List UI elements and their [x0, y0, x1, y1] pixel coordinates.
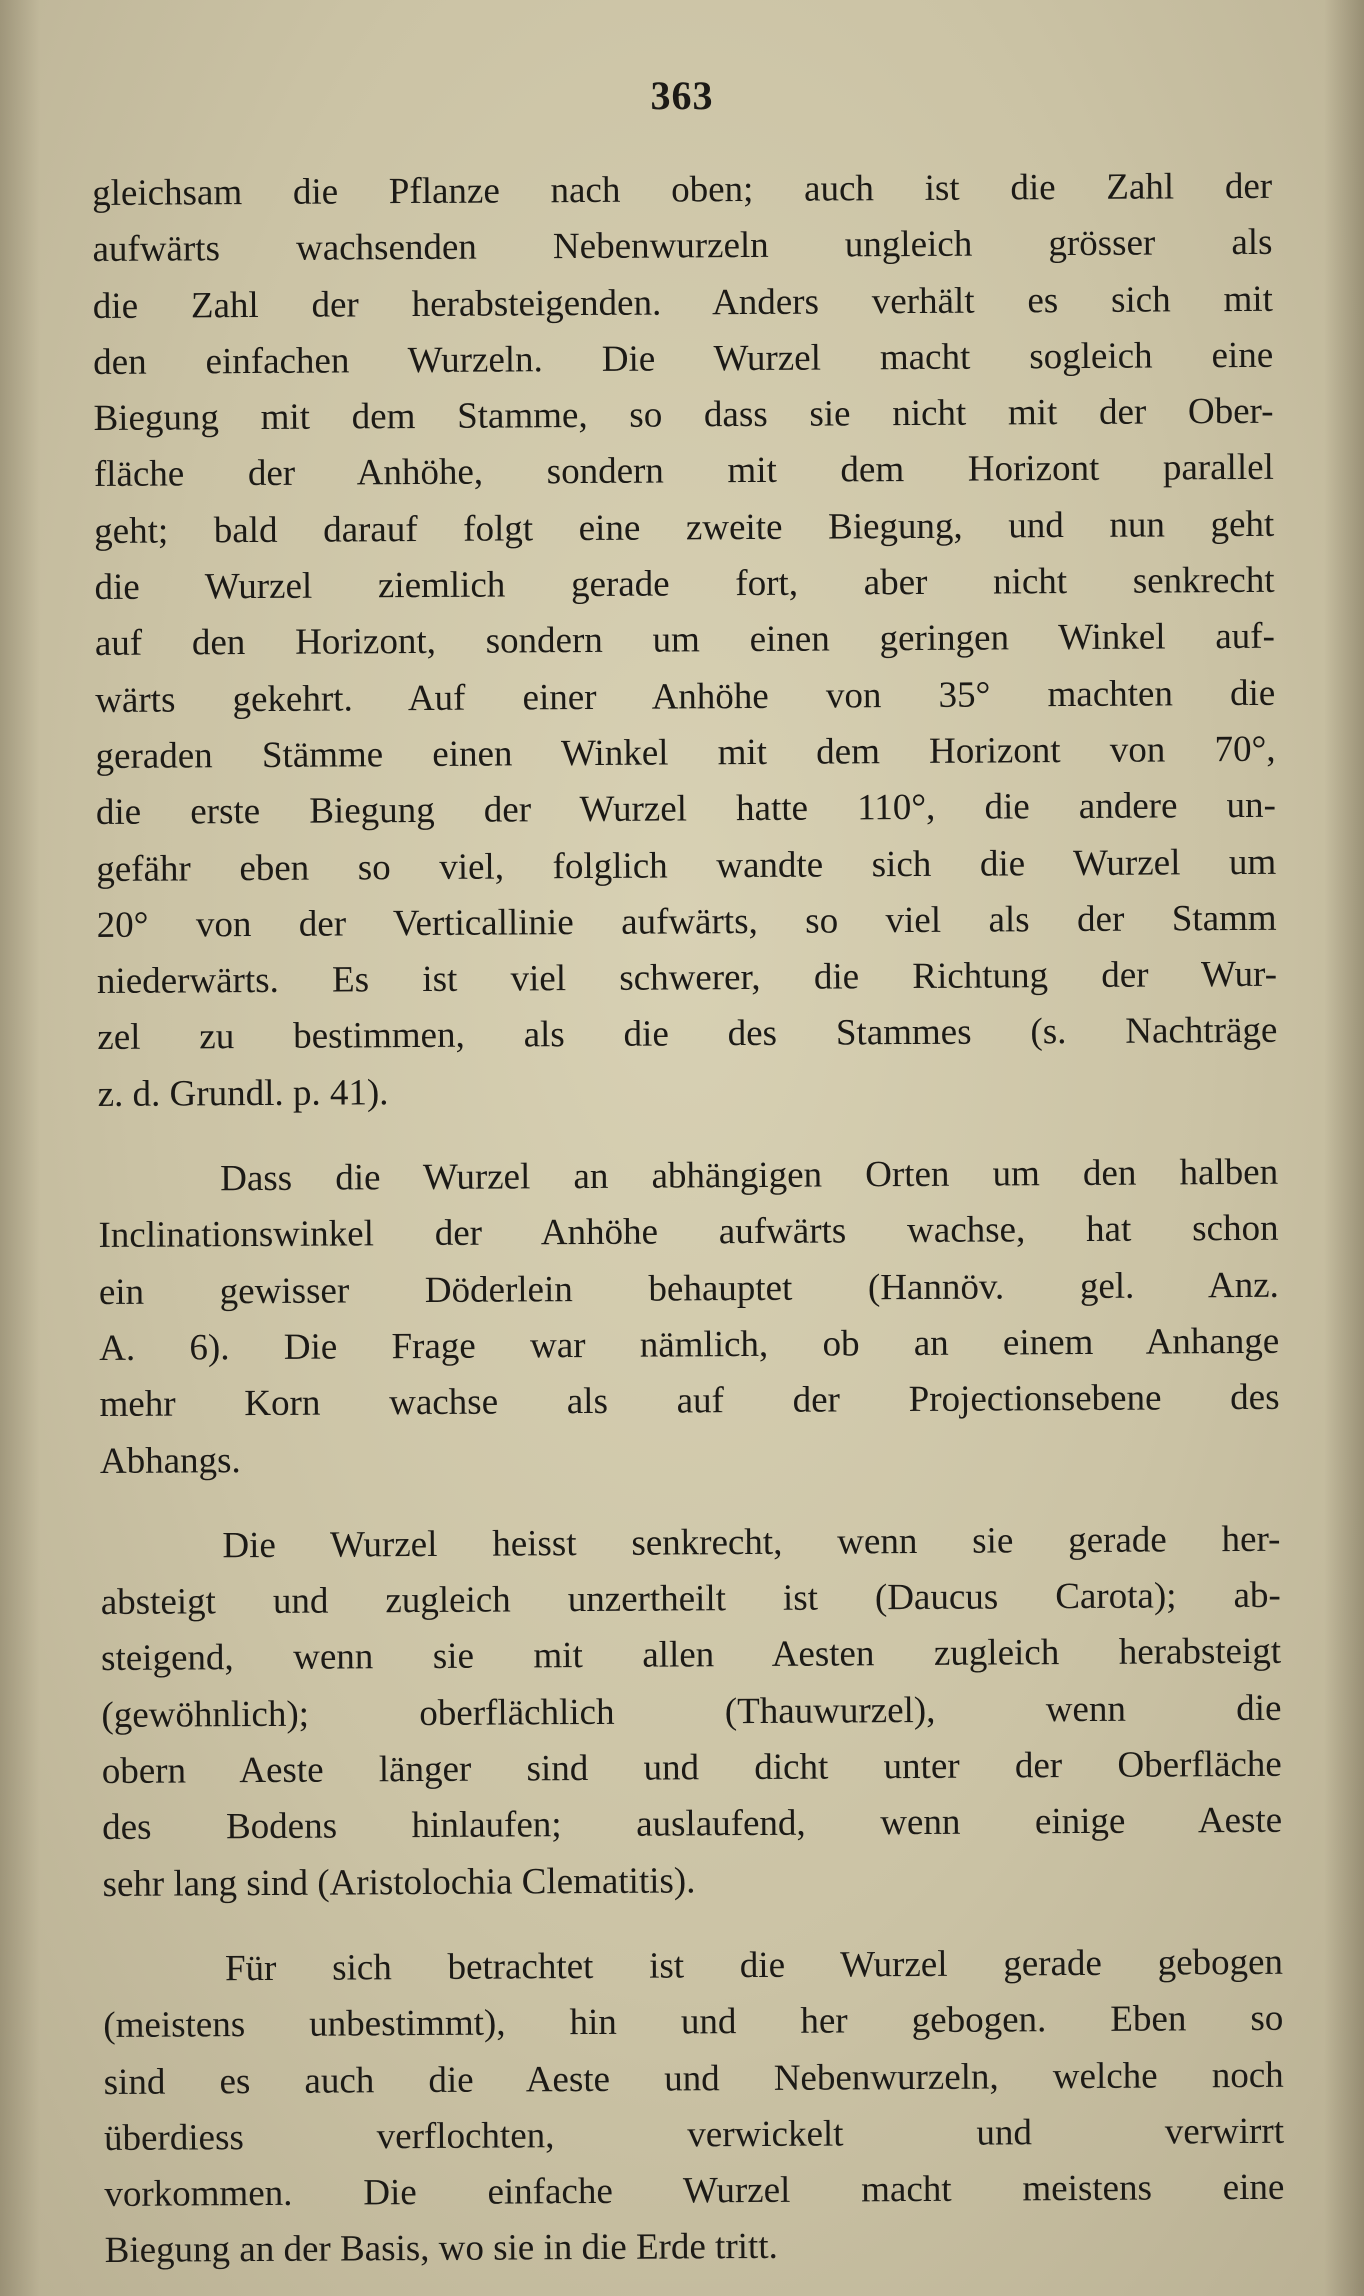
- text-line: die Zahl der herabsteigenden. Anders verhält es sich mit: [92, 278, 1273, 327]
- text-line: den einfachen Wurzeln. Die Wurzel macht sogleich eine: [93, 334, 1274, 383]
- text-line: auf den Horizont, sondern um einen geringen Winkel auf-: [94, 616, 1276, 665]
- text-line: wärts gekehrt. Auf einer Anhöhe von 35° machten die: [95, 672, 1276, 721]
- page-edge-shadow-left: [0, 0, 40, 2296]
- text-line: Inclinationswinkel der Anhöhe aufwärts wachse, hat schon: [98, 1208, 1279, 1257]
- text-line: Abhangs.: [99, 1439, 241, 1482]
- text-line: vorkommen. Die einfache Wurzel macht meistens eine: [104, 2166, 1285, 2216]
- text-line: Biegung mit dem Stamme, so dass sie nicht mit der Ober-: [93, 390, 1274, 440]
- text-line: geht; bald darauf folgt eine zweite Biegung, und nun geht: [94, 503, 1275, 552]
- text-line: obern Aeste länger sind und dicht unter der Oberfläche: [101, 1743, 1282, 1792]
- text-line: geraden Stämme einen Winkel mit dem Horizont von 70°,: [95, 728, 1276, 777]
- text-line: des Bodens hinlaufen; auslaufend, wenn einige Aeste: [102, 1800, 1283, 1849]
- text-line: fläche der Anhöhe, sondern mit dem Horizont parallel: [93, 447, 1274, 496]
- text-line: überdiess verflochten, verwickelt und verwirrt: [103, 2110, 1285, 2159]
- text-line: 20° von der Verticallinie aufwärts, so viel als der Stamm: [96, 897, 1277, 946]
- text-line: Biegung an der Basis, wo sie in die Erde tritt.: [104, 2226, 778, 2272]
- text-line: die erste Biegung der Wurzel hatte 110°, die andere un-: [95, 785, 1277, 834]
- text-line: zel zu bestimmen, als die des Stammes (s. Nachträge: [97, 1010, 1278, 1059]
- text-line: absteigt und zugleich unzertheilt ist (Daucus Carota); ab-: [100, 1574, 1281, 1624]
- page-edge-shadow-right: [1324, 0, 1364, 2296]
- text-line: Die Wurzel heisst senkrecht, wenn sie gerade her-: [222, 1518, 1281, 1567]
- text-line: gleichsam die Pflanze nach oben; auch ist die Zahl der: [92, 165, 1273, 214]
- text-line: Für sich betrachtet ist die Wurzel gerade gebogen: [224, 1941, 1284, 1990]
- text-line: mehr Korn wachse als auf der Projectionsebene des: [99, 1377, 1280, 1426]
- text-line: A. 6). Die Frage war nämlich, ob an einem Anhange: [99, 1320, 1280, 1369]
- text-line: gefähr eben so viel, folglich wandte sich die Wurzel um: [96, 841, 1277, 890]
- text-line: ein gewisser Döderlein behauptet (Hannöv. gel. Anz.: [98, 1264, 1279, 1313]
- text-line: steigend, wenn sie mit allen Aesten zugleich herabsteigt: [100, 1631, 1282, 1680]
- paragraph-3: [100, 1512, 1282, 1913]
- text-line: (gewöhnlich); oberflächlich (Thauwurzel), wenn die: [101, 1687, 1282, 1736]
- text-line: die Wurzel ziemlich gerade fort, aber nicht senkrecht: [94, 559, 1275, 609]
- text-line: sehr lang sind (Aristolochia Clematitis).: [102, 1859, 696, 1905]
- page-number: 363: [650, 73, 714, 118]
- text-line: aufwärts wachsenden Nebenwurzeln ungleich grösser als: [92, 222, 1273, 271]
- body-text: [92, 159, 1285, 2280]
- text-line: sind es auch die Aeste und Nebenwurzeln, welche noch: [103, 2054, 1284, 2103]
- text-line: (meistens unbestimmt), hin und her gebogen. Eben so: [103, 1997, 1284, 2047]
- text-line: z. d. Grundl. p. 41).: [97, 1071, 389, 1115]
- paragraph-2: [98, 1145, 1280, 1490]
- paragraph-4: [103, 1935, 1285, 2280]
- paragraph-1: [92, 159, 1278, 1123]
- text-line: niederwärts. Es ist viel schwerer, die Richtung der Wur-: [96, 953, 1278, 1003]
- text-line: Dass die Wurzel an abhängigen Orten um den halben: [220, 1151, 1279, 1200]
